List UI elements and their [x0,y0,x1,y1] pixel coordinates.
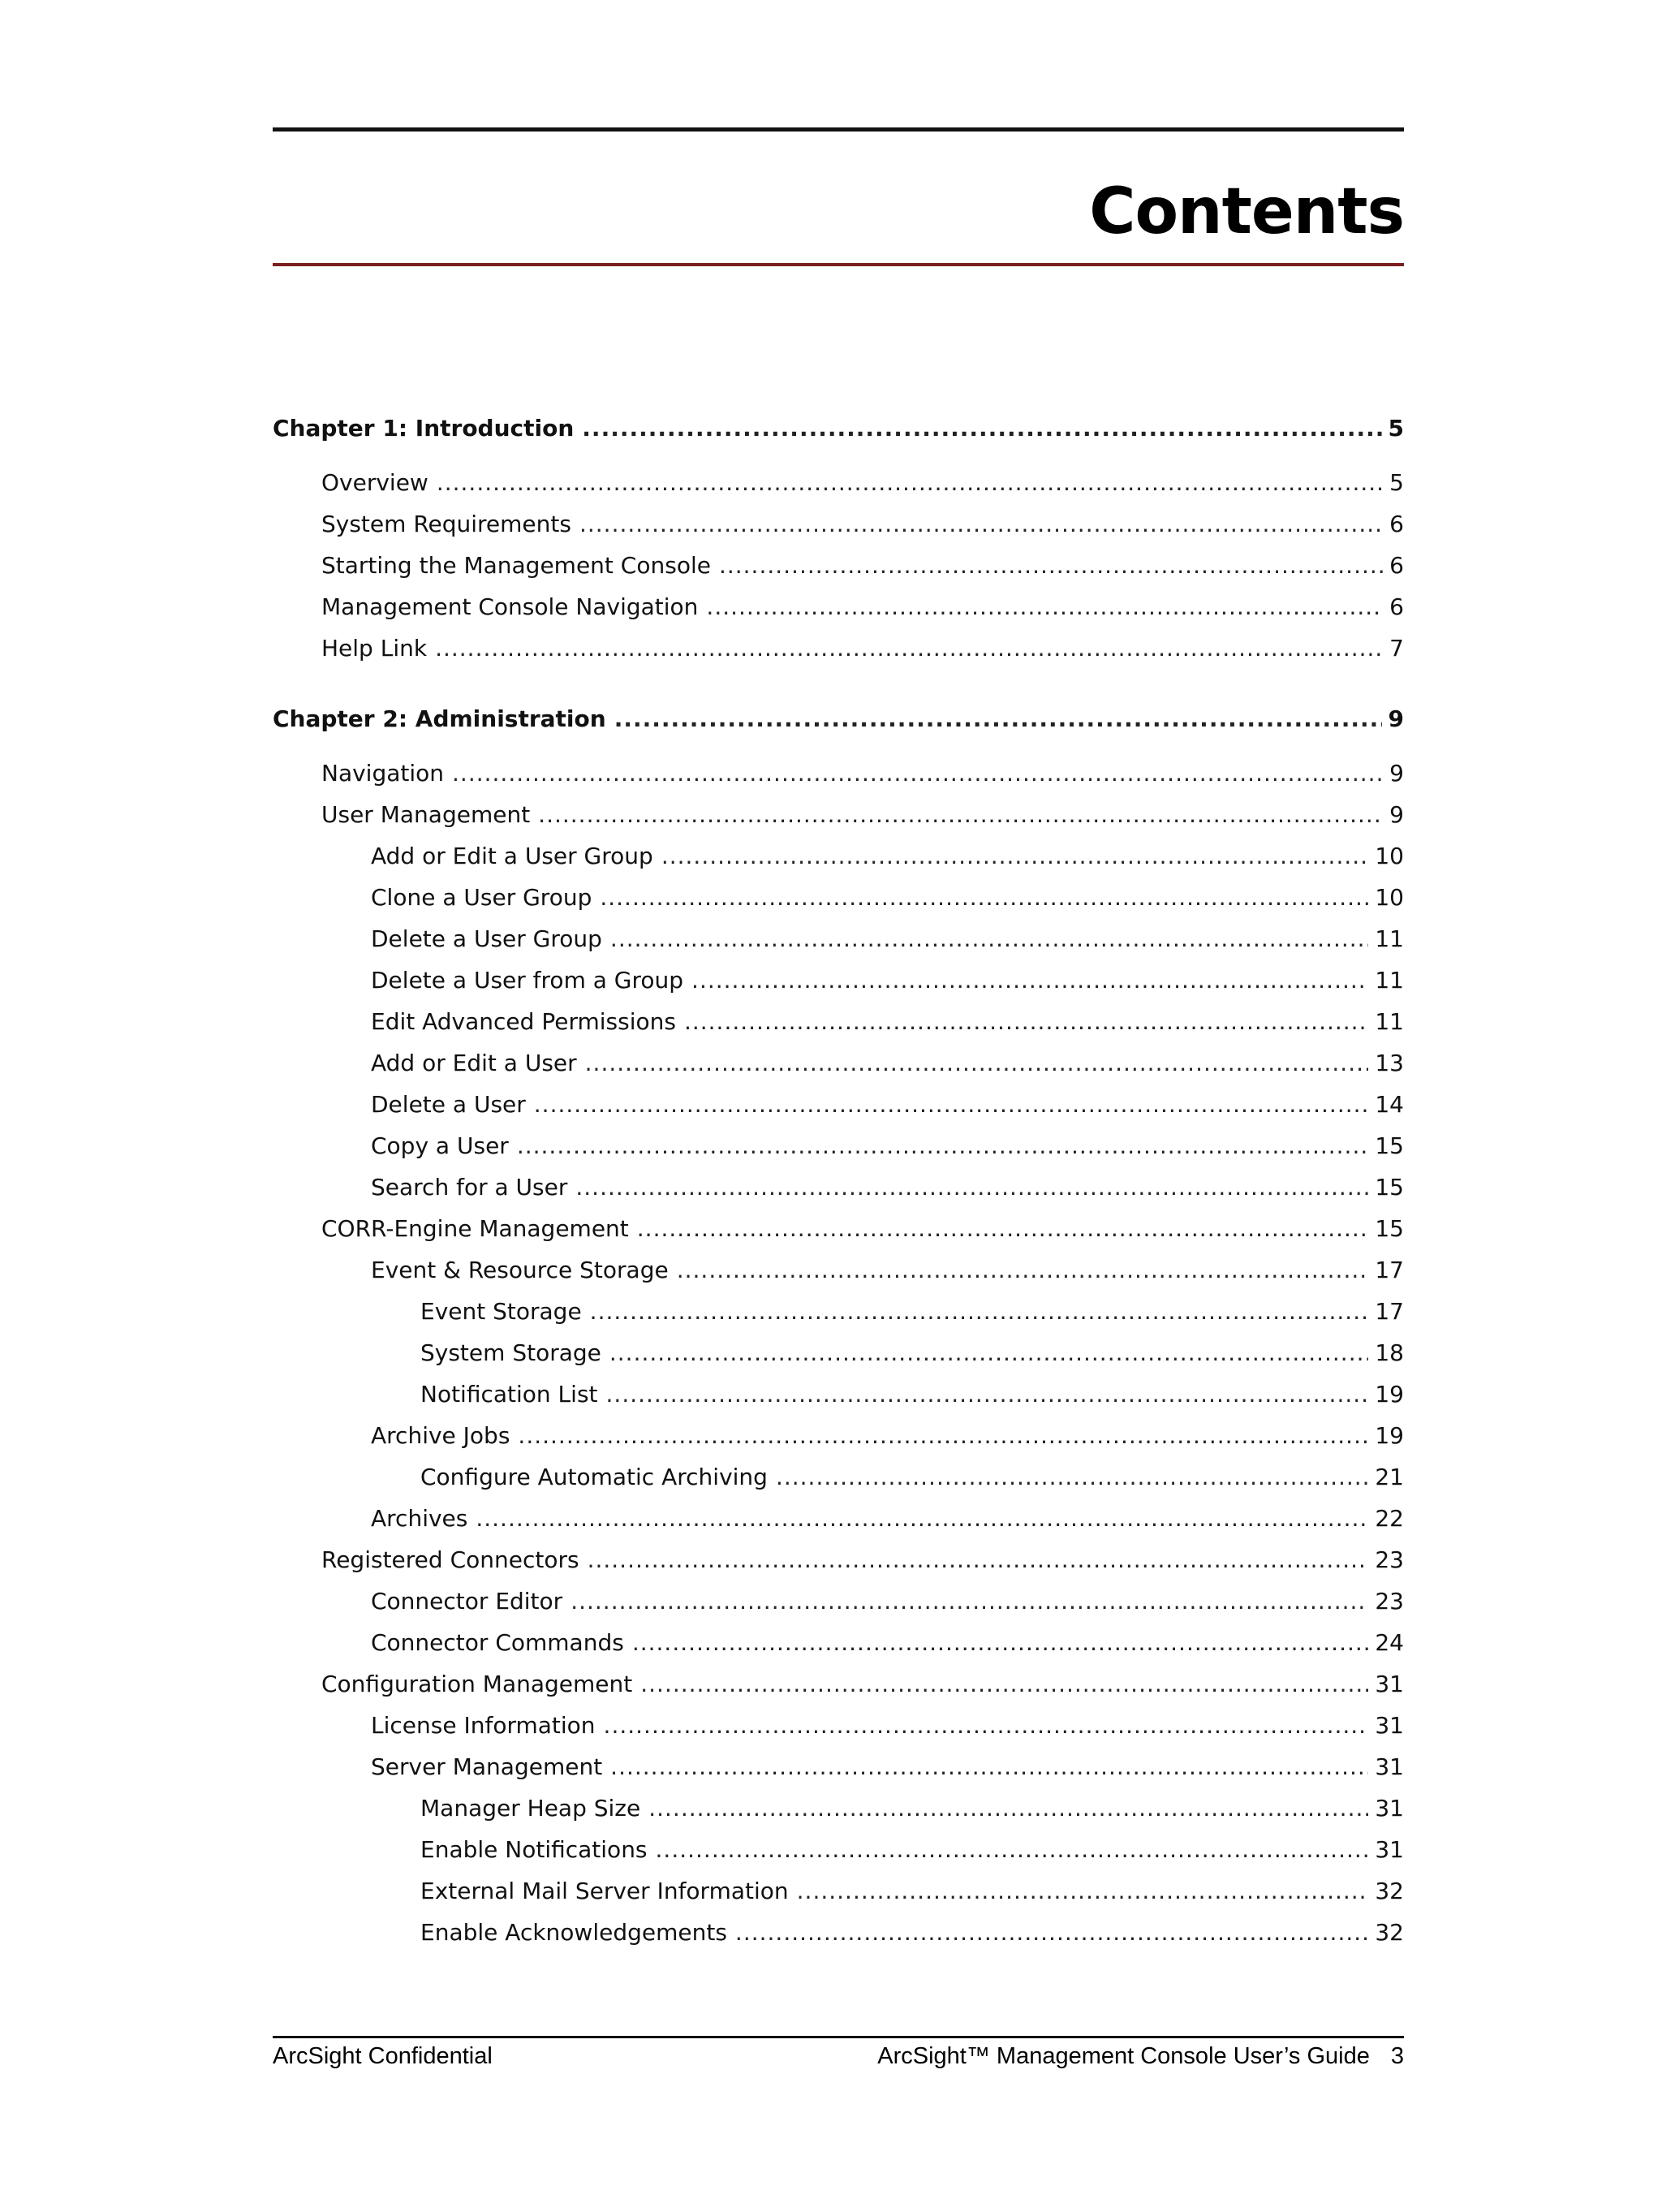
toc-entry-label: CORR-Engine Management [321,1215,629,1242]
toc-dot-leader [776,1463,1368,1492]
toc-dot-leader [571,1587,1368,1616]
toc-entry[interactable] [273,510,1404,539]
footer-rule [273,2036,1404,2038]
toc-entry[interactable] [273,1090,1404,1119]
toc-entry[interactable] [273,1132,1404,1161]
toc-entry-page-number: 23 [1375,1588,1404,1615]
toc-entry-label: Chapter 1: Introduction [273,415,575,442]
toc-entry[interactable] [273,1753,1404,1782]
toc-dot-leader [735,1918,1368,1947]
toc-entry[interactable] [273,1339,1404,1368]
toc-entry-page-number: 21 [1375,1464,1404,1490]
toc-entry[interactable] [273,1546,1404,1575]
toc-entry[interactable] [273,1256,1404,1285]
toc-entry-page-number: 9 [1388,705,1404,732]
toc-entry-label: Delete a User [371,1091,526,1118]
toc-chapter-entry[interactable] [273,705,1404,734]
toc-entry-label: Delete a User Group [371,925,602,952]
toc-entry[interactable] [273,800,1404,830]
toc-entry-page-number: 11 [1375,1008,1404,1035]
toc-dot-leader [661,842,1369,871]
toc-entry[interactable] [273,1297,1404,1326]
toc-dot-leader [706,593,1383,622]
toc-entry-label: Delete a User from a Group [371,967,684,994]
toc-entry[interactable] [273,1504,1404,1533]
toc-dot-leader [632,1628,1369,1658]
toc-dot-leader [518,1421,1368,1451]
toc-chapter-entry[interactable] [273,414,1404,443]
toc-entry[interactable] [273,759,1404,788]
toc-dot-leader [610,1753,1368,1782]
toc-entry-page-number: 23 [1375,1546,1404,1573]
toc-entry[interactable] [273,883,1404,912]
toc-entry-page-number: 19 [1375,1381,1404,1408]
toc-entry-label: Connector Editor [371,1588,563,1615]
toc-entry-label: System Storage [420,1339,601,1366]
toc-entry-page-number: 7 [1389,635,1404,662]
toc-entry[interactable] [273,1007,1404,1037]
toc-entry[interactable] [273,1173,1404,1202]
toc-dot-leader [656,1835,1369,1865]
toc-entry-label: Archives [371,1505,468,1532]
toc-entry-label: Notification List [420,1381,598,1408]
toc-dot-leader [534,1090,1369,1119]
toc-entry[interactable] [273,1214,1404,1244]
toc-entry-label: Help Link [321,635,428,662]
toc-entry-label: Chapter 2: Administration [273,705,606,732]
toc-entry-page-number: 14 [1375,1091,1404,1118]
toc-entry-label: System Requirements [321,511,571,537]
toc-entry[interactable] [273,925,1404,954]
toc-entry-page-number: 15 [1375,1174,1404,1201]
toc-entry[interactable] [273,1463,1404,1492]
toc-entry-page-number: 32 [1375,1878,1404,1904]
toc-entry-page-number: 9 [1389,760,1404,787]
toc-dot-leader [437,468,1383,498]
toc-entry[interactable] [273,1670,1404,1699]
toc-entry[interactable] [273,551,1404,580]
toc-entry[interactable] [273,1918,1404,1947]
toc-dot-leader [452,759,1383,788]
toc-entry-label: Event Storage [420,1298,582,1325]
toc-dot-leader [585,1049,1369,1078]
toc-dot-leader [476,1504,1368,1533]
toc-entry[interactable] [273,1877,1404,1906]
toc-entry-page-number: 15 [1375,1132,1404,1159]
footer-confidential-label: ArcSight Confidential [273,2043,493,2069]
toc-entry-page-number: 31 [1375,1753,1404,1780]
toc-entry-page-number: 17 [1375,1257,1404,1283]
toc-entry-label: Enable Notifications [420,1836,648,1863]
toc-entry[interactable] [273,1628,1404,1658]
toc-entry-page-number: 10 [1375,884,1404,911]
toc-entry-page-number: 31 [1375,1671,1404,1697]
toc-entry[interactable] [273,1794,1404,1823]
toc-entry-label: Add or Edit a User [371,1050,577,1076]
toc-dot-leader [691,966,1368,995]
toc-dot-leader [579,510,1383,539]
toc-entry-page-number: 24 [1375,1629,1404,1656]
toc-dot-leader [614,705,1382,734]
toc-dot-leader [719,551,1383,580]
toc-entry-label: Search for a User [371,1174,568,1201]
toc-entry[interactable] [273,593,1404,622]
toc-dot-leader [637,1214,1369,1244]
toc-dot-leader [797,1877,1369,1906]
toc-dot-leader [677,1256,1369,1285]
toc-dot-leader [640,1670,1368,1699]
toc-entry-page-number: 6 [1389,552,1404,579]
toc-entry-label: Navigation [321,760,445,787]
toc-entry[interactable] [273,1587,1404,1616]
toc-entry-label: Copy a User [371,1132,509,1159]
toc-entry[interactable] [273,1835,1404,1865]
toc-entry-page-number: 15 [1375,1215,1404,1242]
toc-entry-label: User Management [321,801,531,828]
toc-entry-page-number: 6 [1389,511,1404,537]
toc-dot-leader [604,1711,1369,1740]
toc-entry-label: Registered Connectors [321,1546,579,1573]
header-top-rule [273,127,1404,132]
toc-entry-page-number: 31 [1375,1712,1404,1739]
toc-entry-label: Add or Edit a User Group [371,843,653,869]
toc-entry-page-number: 19 [1375,1422,1404,1449]
toc-entry-label: Configuration Management [321,1671,633,1697]
toc-dot-leader [575,1173,1368,1202]
toc-entry-page-number: 5 [1388,415,1404,442]
toc-dot-leader [538,800,1383,830]
toc-entry-page-number: 6 [1389,593,1404,620]
toc-entry[interactable] [273,634,1404,663]
toc-entry[interactable] [273,966,1404,995]
toc-entry-label: License Information [371,1712,596,1739]
toc-dot-leader [684,1007,1368,1037]
toc-entry-label: Configure Automatic Archiving [420,1464,768,1490]
toc-entry[interactable] [273,468,1404,498]
toc-entry-label: Server Management [371,1753,603,1780]
toc-entry-label: Management Console Navigation [321,593,699,620]
toc-entry-page-number: 18 [1375,1339,1404,1366]
toc-entry-page-number: 13 [1375,1050,1404,1076]
toc-entry[interactable] [273,1421,1404,1451]
toc-entry-page-number: 17 [1375,1298,1404,1325]
toc-entry-label: Manager Heap Size [420,1795,641,1822]
toc-entry-page-number: 11 [1375,967,1404,994]
toc-entry[interactable] [273,842,1404,871]
toc-entry-page-number: 31 [1375,1795,1404,1822]
toc-dot-leader [588,1546,1369,1575]
toc-dot-leader [600,883,1368,912]
toc-dot-leader [590,1297,1369,1326]
footer-guide-name: ArcSight™ Management Console User’s Guide [877,2043,1370,2069]
toc-entry[interactable] [273,1049,1404,1078]
toc-dot-leader [610,925,1368,954]
toc-entry-label: Overview [321,469,428,496]
toc-entry[interactable] [273,1380,1404,1409]
toc-dot-leader [517,1132,1369,1161]
title-underline-rule [273,263,1404,266]
toc-entry-page-number: 22 [1375,1505,1404,1532]
toc-entry-label: Clone a User Group [371,884,592,911]
footer-page-number: 3 [1390,2043,1404,2069]
page-title: Contents [1089,175,1404,248]
toc-entry-page-number: 32 [1375,1919,1404,1946]
toc-entry-label: Event & Resource Storage [371,1257,669,1283]
toc-entry-page-number: 11 [1375,925,1404,952]
toc-dot-leader [435,634,1383,663]
toc-dot-leader [606,1380,1369,1409]
footer-guide-title [877,2042,1404,2071]
toc-entry-page-number: 10 [1375,843,1404,869]
toc-entry-page-number: 9 [1389,801,1404,828]
toc-dot-leader [582,414,1381,443]
toc-entry-label: Connector Commands [371,1629,624,1656]
toc-entry-page-number: 5 [1389,469,1404,496]
toc-entry-page-number: 31 [1375,1836,1404,1863]
toc-entry-label: Edit Advanced Permissions [371,1008,676,1035]
toc-dot-leader [648,1794,1368,1823]
toc-entry[interactable] [273,1711,1404,1740]
toc-dot-leader [609,1339,1368,1368]
toc-entry-label: External Mail Server Information [420,1878,789,1904]
toc-entry-label: Starting the Management Console [321,552,711,579]
toc-entry-label: Enable Acknowledgements [420,1919,727,1946]
toc-entry-label: Archive Jobs [371,1422,510,1449]
